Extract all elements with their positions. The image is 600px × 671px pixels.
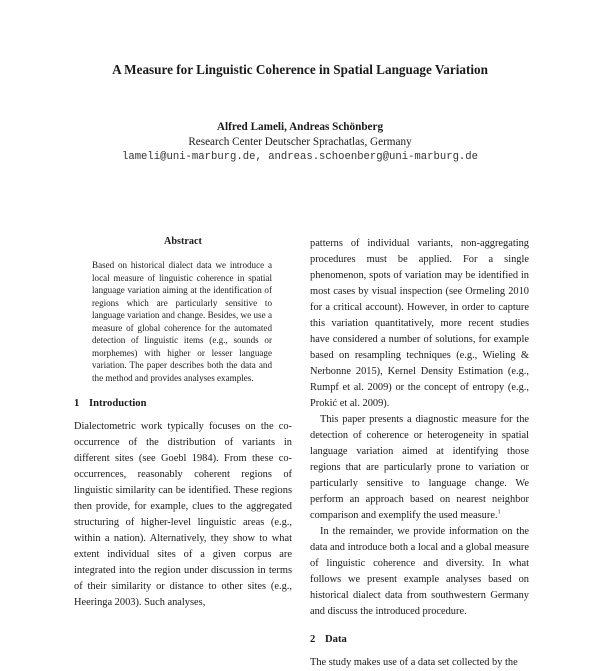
right-column bbox=[310, 236, 529, 671]
body-paragraph: In the remainder, we provide information on the data and introduce both a local and a global measure of linguistic coherence and diversity. In what follows we present example analyses based on historical dialect data from southwestern Germany and discuss the introduced procedure. bbox=[310, 526, 529, 617]
section-number: 2 bbox=[310, 634, 316, 645]
section-heading-data bbox=[310, 634, 529, 645]
section-title: Introduction bbox=[89, 398, 147, 409]
data-section-text: The study makes use of a data set collected by the bbox=[310, 657, 518, 668]
section-title: Data bbox=[325, 634, 347, 645]
author-names: Alfred Lameli, Andreas Schönberg bbox=[216, 121, 384, 133]
left-column bbox=[74, 236, 292, 611]
body-paragraph: patterns of individual variants, non-aggregating procedures must be applied. For a single phenomenon, spots of variation may be identified in most cases by visual inspection (see Ormeling 2010 for a critical account). However, in order to capture this variation quantitatively, more recent studies have considered a number of solutions, for example based on resampling techniques (e.g., Wieling & Nerbonne 2015), Kernel Density Estimation (e.g., Rumpf et al. 2009) or the concept of entropy (e.g., Prokić et al. 2009). bbox=[310, 238, 529, 409]
paragraph-text: This paper presents a diagnostic measure for the detection of coherence or heterogeneity in spatial language variation aimed at identifying those regions that are particularly prone to variation or particularly sensitive to language change. We perform an approach based on nearest neighbor comparison and exemplify the used measure. bbox=[310, 414, 529, 521]
affiliation: Research Center Deutscher Sprachatlas, Germany bbox=[188, 136, 412, 148]
section-heading-introduction bbox=[74, 398, 292, 409]
section-number: 1 bbox=[74, 398, 80, 409]
body-paragraph bbox=[310, 412, 529, 524]
introduction-paragraph: Dialectometric work typically focuses on the co-occurrence of the distribution of variants in different sites (see Goebl 1984). From these co-occurrences, reasonably coherent regions of linguistic similarity can be identified. These regions then provide, for example, clues to the aggregated structuring of higher-level linguistic areas (e.g., within a nation). Alternatively, they show to what extent individual sites of a given corpus are integrated into the region under discussion in terms of their similarity or distance to other sites (e.g., Heeringa 2003). Such analyses, bbox=[74, 421, 292, 608]
footnote-marker: 1 bbox=[497, 509, 501, 516]
author-emails: lameli@uni-marburg.de, andreas.schoenberg@uni-marburg.de bbox=[121, 151, 478, 163]
abstract-heading: Abstract bbox=[164, 236, 202, 247]
paper-title: A Measure for Linguistic Coherence in Spatial Language Variation bbox=[112, 62, 488, 77]
abstract-text: Based on historical dialect data we introduce a local measure of linguistic coherence in spatial language variation aiming at the identification of regions which are particularly sensitive to language variation and change. Besides, we use a measure of global coherence for the automated detection of linguistic items (e.g., sounds or morphemes) with higher or lesser language variation. The paper describes both the data and the method and provides analyses examples. bbox=[92, 260, 272, 383]
author-block bbox=[0, 120, 600, 165]
